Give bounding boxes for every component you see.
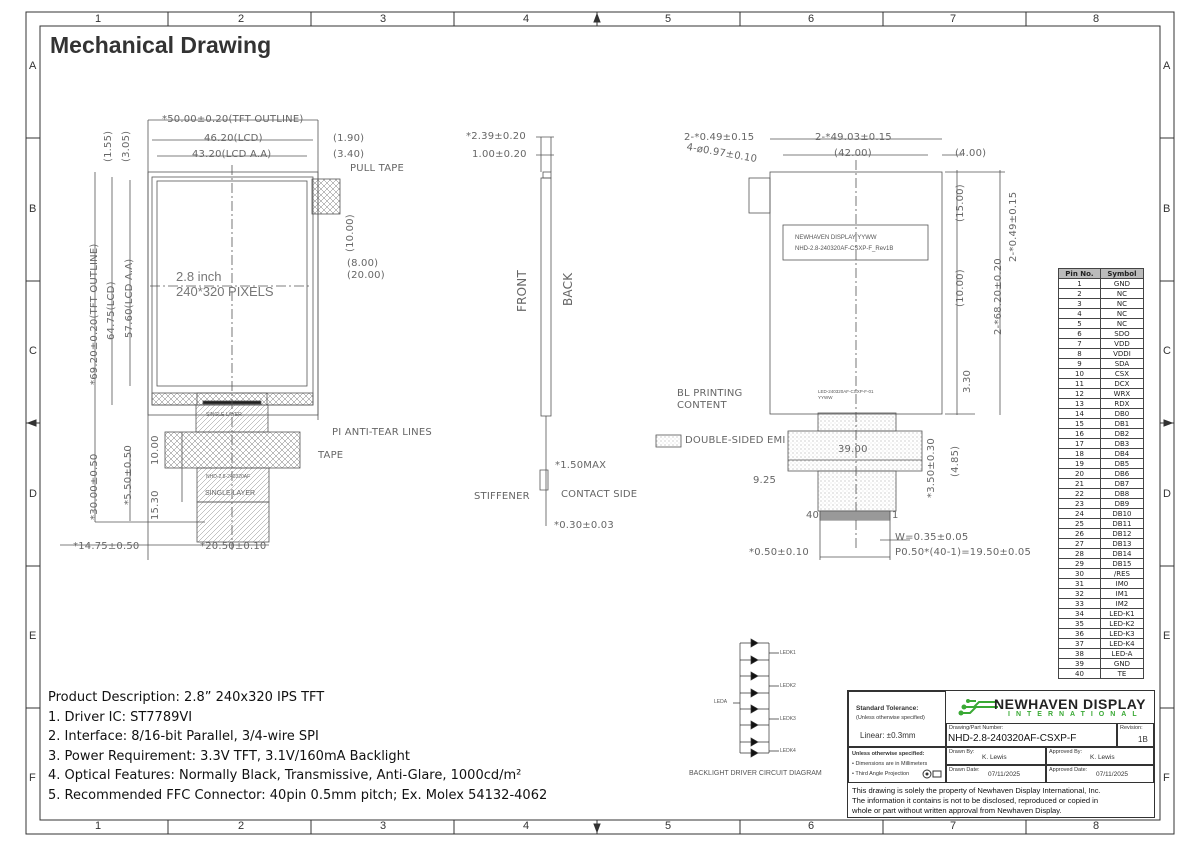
pin-number: 35 xyxy=(1059,619,1101,629)
pin-symbol: SDA xyxy=(1100,359,1143,369)
label-ledk1: LEDK1 xyxy=(780,650,796,656)
drawn-date: 07/11/2025 xyxy=(988,771,1021,778)
pin-row xyxy=(1059,499,1144,509)
description-line: Product Description: 2.8” 240x320 IPS TFT xyxy=(48,690,325,705)
label-tape: TAPE xyxy=(318,450,344,461)
pin-symbol: DB3 xyxy=(1100,439,1143,449)
pin-row xyxy=(1059,559,1144,569)
pin-row xyxy=(1059,669,1144,679)
pin-symbol: NC xyxy=(1100,289,1143,299)
pin-number: 28 xyxy=(1059,549,1101,559)
pin-symbol: DB15 xyxy=(1100,559,1143,569)
pin-number: 30 xyxy=(1059,569,1101,579)
pin-symbol: NC xyxy=(1100,299,1143,309)
dim-tft-outline-width: *50.00±0.20(TFT OUTLINE) xyxy=(162,114,304,125)
pin-symbol: TE xyxy=(1100,669,1143,679)
newhaven-logo-icon xyxy=(958,695,998,717)
dim-8-00: (8.00) xyxy=(347,258,379,269)
dim-0-30: *0.30±0.03 xyxy=(554,520,614,531)
backlight-circuit-diagram xyxy=(733,639,779,757)
label-pull-tape: PULL TAPE xyxy=(350,163,404,174)
pin-symbol: VDDI xyxy=(1100,349,1143,359)
zone-row-f-right: F xyxy=(1163,772,1170,784)
pin-symbol: IM0 xyxy=(1100,579,1143,589)
pin-number: 26 xyxy=(1059,529,1101,539)
zone-row-e: E xyxy=(29,630,37,642)
pin-row xyxy=(1059,299,1144,309)
zone-col-6-bottom: 6 xyxy=(808,820,815,832)
zone-row-e-right: E xyxy=(1163,630,1171,642)
pin-number: 22 xyxy=(1059,489,1101,499)
pin-row xyxy=(1059,399,1144,409)
dim-1-00: 1.00±0.20 xyxy=(472,149,527,160)
pin-symbol: IM1 xyxy=(1100,589,1143,599)
pin-symbol: LED-K2 xyxy=(1100,619,1143,629)
pin-number: 13 xyxy=(1059,399,1101,409)
zone-col-1-bottom: 1 xyxy=(95,820,102,832)
pin-row xyxy=(1059,419,1144,429)
third-angle-projection-icon xyxy=(922,769,942,779)
pin-row xyxy=(1059,349,1144,359)
fpc-marking-3: SINGLE LAYER xyxy=(205,490,256,497)
pin-symbol: GND xyxy=(1100,659,1143,669)
dim-10-00-back: (10.00) xyxy=(955,269,966,307)
dim-hole-diameter: 4-ø0.97±0.10 xyxy=(685,141,758,166)
zone-row-f: F xyxy=(29,772,36,784)
part-number-label: Drawing/Part Number: xyxy=(949,725,1004,731)
pin-row xyxy=(1059,339,1144,349)
dim-9-25: 9.25 xyxy=(753,475,777,486)
pin-symbol: DB11 xyxy=(1100,519,1143,529)
dim-14-75: *14.75±0.50 xyxy=(73,541,140,552)
pin-number: 33 xyxy=(1059,599,1101,609)
dim-tft-outline-height: *69.20±0.20(TFT OUTLINE) xyxy=(89,243,100,385)
approved-by: K. Lewis xyxy=(1090,754,1115,761)
dim-39-00: 39.00 xyxy=(838,444,868,455)
pin-row xyxy=(1059,449,1144,459)
pin-symbol: LED-K4 xyxy=(1100,639,1143,649)
side-view xyxy=(536,137,554,526)
label-screen-size: 2.8 inch xyxy=(176,269,222,284)
symbol-header: Symbol xyxy=(1100,269,1143,279)
pin-symbol: NC xyxy=(1100,309,1143,319)
page-title: Mechanical Drawing xyxy=(50,32,272,58)
pin-symbol: DCX xyxy=(1100,379,1143,389)
zone-col-3: 3 xyxy=(380,13,387,25)
pin-row xyxy=(1059,609,1144,619)
zone-col-7-bottom: 7 xyxy=(950,820,957,832)
zone-col-3-bottom: 3 xyxy=(380,820,387,832)
pin-number: 32 xyxy=(1059,589,1101,599)
pin-number: 39 xyxy=(1059,659,1101,669)
notice-line: whole or part without written approval from Newhaven Display. xyxy=(852,806,1062,815)
zone-row-b-right: B xyxy=(1163,203,1171,215)
pin-symbol: GND xyxy=(1100,279,1143,289)
pin-symbol: CSX xyxy=(1100,369,1143,379)
pin-number: 34 xyxy=(1059,609,1101,619)
pin-number: 38 xyxy=(1059,649,1101,659)
pin-number: 18 xyxy=(1059,449,1101,459)
pin-row xyxy=(1059,509,1144,519)
label-ledk3: LEDK3 xyxy=(780,716,796,722)
dim-10-00: (10.00) xyxy=(345,214,356,252)
units-note: • Dimensions are in Millimeters xyxy=(852,761,928,767)
dim-15-00: (15.00) xyxy=(955,184,966,222)
pin-number: 5 xyxy=(1059,319,1101,329)
logo-text: NEWHAVEN DISPLAY xyxy=(994,696,1146,712)
pin-row xyxy=(1059,389,1144,399)
pin-row xyxy=(1059,359,1144,369)
logo-subtext: INTERNATIONAL xyxy=(1008,711,1143,718)
pin-row xyxy=(1059,479,1144,489)
dim-1-55: (1.55) xyxy=(103,130,114,162)
part-number: NHD-2.8-240320AF-CSXP-F xyxy=(948,733,1077,744)
dim-lcd-height: 64.75(LCD) xyxy=(106,281,117,340)
zone-col-5-bottom: 5 xyxy=(665,820,672,832)
pin-number: 11 xyxy=(1059,379,1101,389)
pin-row xyxy=(1059,649,1144,659)
pin-number: 24 xyxy=(1059,509,1101,519)
dim-lcd-aa-width: 43.20(LCD A.A) xyxy=(192,149,272,160)
pin-number: 36 xyxy=(1059,629,1101,639)
circuit-diagram-title: BACKLIGHT DRIVER CIRCUIT DIAGRAM xyxy=(689,770,822,777)
pin-row xyxy=(1059,319,1144,329)
pin-number: 7 xyxy=(1059,339,1101,349)
pin-number: 25 xyxy=(1059,519,1101,529)
zone-row-a: A xyxy=(29,60,37,72)
dim-3-40: (3.40) xyxy=(333,149,365,160)
pin-row xyxy=(1059,519,1144,529)
pin-symbol: IM2 xyxy=(1100,599,1143,609)
description-line: 2. Interface: 8/16-bit Parallel, 3/4-wire SPI xyxy=(48,729,319,745)
pin-table xyxy=(1058,268,1144,679)
zone-col-6: 6 xyxy=(808,13,815,25)
zone-row-d: D xyxy=(29,488,37,500)
bl-marking-1: LED-240320AF-CSXP-F-01 xyxy=(818,389,874,394)
pin-row xyxy=(1059,379,1144,389)
pin-number: 6 xyxy=(1059,329,1101,339)
pin-number: 1 xyxy=(1059,279,1101,289)
tolerance-subtitle: (Unless otherwise specified) xyxy=(856,715,925,721)
zone-row-c: C xyxy=(29,345,37,357)
dim-20-00: (20.00) xyxy=(347,270,385,281)
dim-0-49-vertical: 2-*0.49±0.15 xyxy=(1008,191,1019,262)
pin-row xyxy=(1059,629,1144,639)
dim-1-50-max: *1.50MAX xyxy=(555,460,607,471)
pin-row xyxy=(1059,599,1144,609)
dim-3-50: *3.50±0.30 xyxy=(926,438,937,498)
notice-line: This drawing is solely the property of Newhaven Display International, Inc. xyxy=(852,786,1101,795)
pin-number: 8 xyxy=(1059,349,1101,359)
fpc-marking-1: SINGLE LAYER xyxy=(206,412,242,418)
zone-row-c-right: C xyxy=(1163,345,1171,357)
pin-row xyxy=(1059,489,1144,499)
pin-number: 40 xyxy=(1059,669,1101,679)
drawn-by: K. Lewis xyxy=(982,754,1007,761)
dim-15-30: 15.30 xyxy=(150,490,161,520)
pin-row xyxy=(1059,529,1144,539)
dim-0-49-horizontal: 2-*0.49±0.15 xyxy=(684,132,755,143)
pin-symbol: DB13 xyxy=(1100,539,1143,549)
pin-number: 16 xyxy=(1059,429,1101,439)
pin-symbol: LED-K3 xyxy=(1100,629,1143,639)
pin-number: 4 xyxy=(1059,309,1101,319)
pin-number: 29 xyxy=(1059,559,1101,569)
bl-marking-2: YYWW xyxy=(818,395,833,400)
pin-number: 17 xyxy=(1059,439,1101,449)
pin-number: 21 xyxy=(1059,479,1101,489)
back-view xyxy=(656,139,1005,560)
pin-symbol: LED-K1 xyxy=(1100,609,1143,619)
projection-note: • Third Angle Projection xyxy=(852,771,910,777)
zone-row-d-right: D xyxy=(1163,488,1171,500)
description-line: 4. Optical Features: Normally Black, Transmissive, Anti-Glare, 1000cd/m² xyxy=(48,768,522,784)
revision: 1B xyxy=(1138,735,1148,744)
label-front: FRONT xyxy=(515,270,529,312)
pin-symbol: DB6 xyxy=(1100,469,1143,479)
pin-symbol: DB4 xyxy=(1100,449,1143,459)
dim-contact-width: W=0.35±0.05 xyxy=(895,532,969,543)
label-leda: LEDA xyxy=(714,699,728,705)
pin-row xyxy=(1059,569,1144,579)
pin-number: 27 xyxy=(1059,539,1101,549)
pin-number: 19 xyxy=(1059,459,1101,469)
drawn-by-label: Drawn By: xyxy=(949,749,975,755)
dim-5-50: *5.50±0.50 xyxy=(123,445,134,505)
pin-row xyxy=(1059,589,1144,599)
zone-row-a-right: A xyxy=(1163,60,1171,72)
pin-number: 10 xyxy=(1059,369,1101,379)
dim-49-03: 2-*49.03±0.15 xyxy=(815,132,892,143)
notice-line: The information it contains is not to be disclosed, reproduced or copied in xyxy=(852,796,1099,805)
dim-30-00: *30.00±0.50 xyxy=(89,453,100,520)
dim-42-00: (42.00) xyxy=(834,148,872,159)
approved-date: 07/11/2025 xyxy=(1096,771,1129,778)
dim-2-39: *2.39±0.20 xyxy=(466,131,526,142)
pin-symbol: DB5 xyxy=(1100,459,1143,469)
zone-col-2: 2 xyxy=(238,13,245,25)
pin-row xyxy=(1059,329,1144,339)
description-line: 5. Recommended FFC Connector: 40pin 0.5mm pitch; Ex. Molex 54132-4062 xyxy=(48,787,548,803)
pin-symbol: DB10 xyxy=(1100,509,1143,519)
zone-col-7: 7 xyxy=(950,13,957,25)
zone-col-1: 1 xyxy=(95,13,102,25)
zone-col-2-bottom: 2 xyxy=(238,820,245,832)
zone-col-8: 8 xyxy=(1093,13,1100,25)
pin-row xyxy=(1059,309,1144,319)
pin-row xyxy=(1059,409,1144,419)
label-bl-content: CONTENT xyxy=(677,400,727,411)
pin-row xyxy=(1059,619,1144,629)
pin-symbol: WRX xyxy=(1100,389,1143,399)
zone-col-8-bottom: 8 xyxy=(1093,820,1100,832)
label-ledk2: LEDK2 xyxy=(780,683,796,689)
pin-number: 31 xyxy=(1059,579,1101,589)
drawn-date-label: Drawn Date: xyxy=(949,767,980,773)
zone-col-4: 4 xyxy=(523,13,530,25)
pin-symbol: DB2 xyxy=(1100,429,1143,439)
pin-number: 12 xyxy=(1059,389,1101,399)
pin-number: 3 xyxy=(1059,299,1101,309)
revision-label: Revision: xyxy=(1120,725,1143,731)
pin-symbol: DB14 xyxy=(1100,549,1143,559)
pin-symbol: DB7 xyxy=(1100,479,1143,489)
pin-number: 14 xyxy=(1059,409,1101,419)
label-bl-printing: BL PRINTING xyxy=(677,388,743,399)
pin-row xyxy=(1059,289,1144,299)
dim-lcd-aa-height: 57.60(LCD A.A) xyxy=(124,258,135,338)
pin-row xyxy=(1059,539,1144,549)
pin-row xyxy=(1059,579,1144,589)
pin-no-header: Pin No. xyxy=(1059,269,1101,279)
pin-row xyxy=(1059,369,1144,379)
pin-number: 23 xyxy=(1059,499,1101,509)
label-contact-side: CONTACT SIDE xyxy=(561,489,638,500)
approved-by-label: Approved By: xyxy=(1049,749,1083,755)
pin-row xyxy=(1059,659,1144,669)
property-notice xyxy=(852,786,1101,816)
dim-3-05: (3.05) xyxy=(121,130,132,162)
dim-4-00: (4.00) xyxy=(955,148,987,159)
description-line: 1. Driver IC: ST7789VI xyxy=(48,709,193,725)
label-double-sided-emi: DOUBLE-SIDED EMI xyxy=(685,435,786,446)
pin-number: 9 xyxy=(1059,359,1101,369)
pin-row xyxy=(1059,639,1144,649)
label-pin-1: 1 xyxy=(892,510,899,521)
zone-col-4-bottom: 4 xyxy=(523,820,530,832)
pin-symbol: DB1 xyxy=(1100,419,1143,429)
back-label-line-1: NEWHAVEN DISPLAY YYWW xyxy=(795,235,877,241)
description-line: 3. Power Requirement: 3.3V TFT, 3.1V/160mA Backlight xyxy=(48,748,411,764)
pin-symbol: DB9 xyxy=(1100,499,1143,509)
dim-20-50: *20.50±0.10 xyxy=(200,541,267,552)
pin-row xyxy=(1059,459,1144,469)
label-back: BACK xyxy=(561,272,575,306)
label-stiffener: STIFFENER xyxy=(474,491,530,502)
label-pi-anti-tear-lines: PI ANTI-TEAR LINES xyxy=(332,427,432,438)
label-resolution: 240*320 PIXELS xyxy=(176,284,274,299)
zone-col-5: 5 xyxy=(665,13,672,25)
pin-symbol: VDD xyxy=(1100,339,1143,349)
pin-number: 15 xyxy=(1059,419,1101,429)
pin-symbol: DB0 xyxy=(1100,409,1143,419)
title-block xyxy=(847,690,1155,818)
linear-tolerance: Linear: ±0.3mm xyxy=(860,731,916,740)
label-pin-40: 40 xyxy=(806,510,820,521)
pin-row xyxy=(1059,279,1144,289)
pin-row xyxy=(1059,469,1144,479)
unless-specified: Unless otherwise specified: xyxy=(852,751,925,757)
dim-68-20: 2-*68.20±0.20 xyxy=(993,258,1004,335)
label-ledk4: LEDK4 xyxy=(780,748,796,754)
dim-3-30: 3.30 xyxy=(962,369,973,393)
pin-number: 37 xyxy=(1059,639,1101,649)
fpc-marking-2: NHD-2.8-240320AF xyxy=(206,474,251,480)
dim-10-00-fpc: 10.00 xyxy=(150,435,161,465)
pin-symbol: NC xyxy=(1100,319,1143,329)
zone-row-b: B xyxy=(29,203,37,215)
approved-date-label: Approved Date: xyxy=(1049,767,1088,773)
pin-symbol: SDO xyxy=(1100,329,1143,339)
pin-row xyxy=(1059,429,1144,439)
pin-number: 20 xyxy=(1059,469,1101,479)
pin-row xyxy=(1059,549,1144,559)
front-view xyxy=(60,120,340,560)
dim-pitch: P0.50*(40-1)=19.50±0.05 xyxy=(895,547,1032,558)
pin-number: 2 xyxy=(1059,289,1101,299)
pin-symbol: DB8 xyxy=(1100,489,1143,499)
dim-1-90: (1.90) xyxy=(333,133,365,144)
product-description xyxy=(48,688,547,806)
dim-4-85: (4.85) xyxy=(950,445,961,477)
pin-row xyxy=(1059,439,1144,449)
dim-lcd-width: 46.20(LCD) xyxy=(204,133,263,144)
pin-symbol: DB12 xyxy=(1100,529,1143,539)
tolerance-title: Standard Tolerance: xyxy=(856,705,919,712)
pin-symbol: /RES xyxy=(1100,569,1143,579)
pin-symbol: LED-A xyxy=(1100,649,1143,659)
back-label-line-2: NHD-2.8-240320AF-CSXP-F_Rev1B xyxy=(795,246,894,252)
dim-0-50: *0.50±0.10 xyxy=(749,547,809,558)
pin-symbol: RDX xyxy=(1100,399,1143,409)
